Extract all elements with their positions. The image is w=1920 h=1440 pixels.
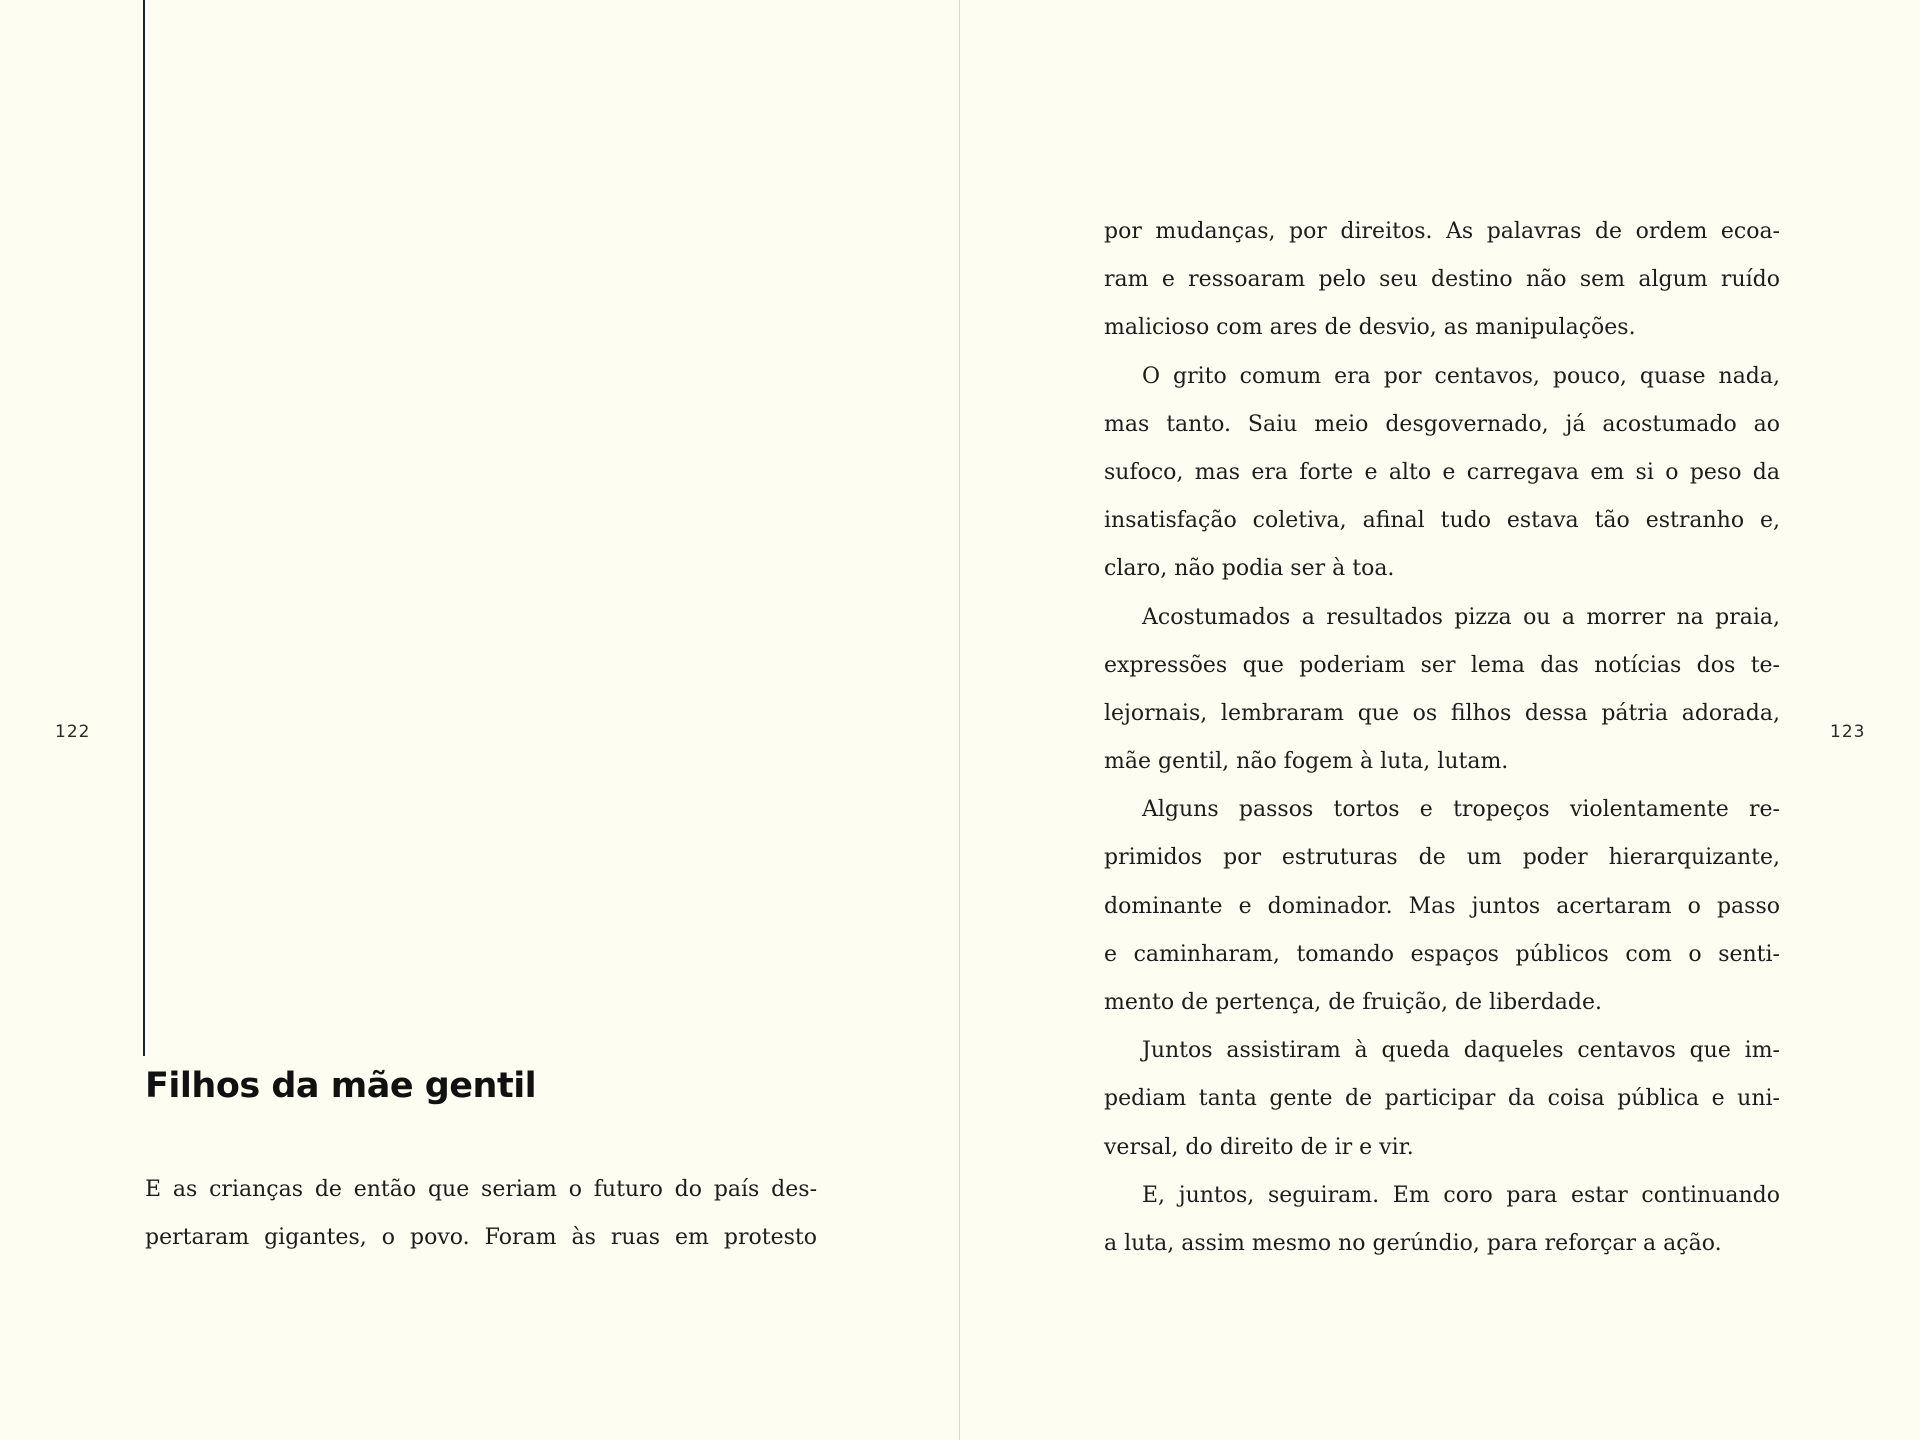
- text-line: sufoco, mas era forte e alto e carregava em si o peso da: [1104, 459, 1780, 485]
- text-line: lejornais, lembraram que os filhos dessa pátria adorada,: [1104, 700, 1780, 726]
- text-line: pertaram gigantes, o povo. Foram às ruas em protesto: [145, 1225, 817, 1250]
- text-line: pediam tanta gente de participar da coisa pública e uni-: [1104, 1086, 1780, 1112]
- text-line: mento de pertença, de fruição, de liberdade.: [1104, 990, 1603, 1015]
- text-line: por mudanças, por direitos. As palavras de ordem ecoa-: [1104, 219, 1780, 244]
- text-line: E as crianças de então que seriam o futuro do país des-: [145, 1177, 817, 1202]
- text-line: O grito comum era por centavos, pouco, quase nada,: [1142, 363, 1780, 389]
- right-body-text: [1104, 208, 1780, 1268]
- page-number-left: 122: [55, 722, 91, 742]
- text-line: ram e ressoaram pelo seu destino não sem algum ruído: [1104, 267, 1780, 293]
- text-line: claro, não podia ser à toa.: [1104, 556, 1395, 582]
- text-line: dominante e dominador. Mas juntos acertaram o passo: [1104, 893, 1780, 919]
- text-line: mãe gentil, não fogem à luta, lutam.: [1104, 749, 1509, 775]
- page-number-right: 123: [1830, 722, 1866, 742]
- text-line: primidos por estruturas de um poder hierarquizante,: [1104, 845, 1780, 871]
- text-line: E, juntos, seguiram. Em coro para estar continuando: [1142, 1182, 1780, 1208]
- text-line: a luta, assim mesmo no gerúndio, para reforçar a ação.: [1104, 1230, 1722, 1256]
- text-line: versal, do direito de ir e vir.: [1104, 1134, 1414, 1160]
- right-page: [960, 0, 1920, 1440]
- text-line: insatisfação coletiva, afinal tudo estava tão estranho e,: [1104, 508, 1780, 534]
- left-body-text: [145, 1166, 817, 1262]
- text-line: e caminharam, tomando espaços públicos com o senti-: [1104, 941, 1780, 967]
- text-line: Juntos assistiram à queda daqueles centavos que im-: [1142, 1038, 1780, 1064]
- text-line: Acostumados a resultados pizza ou a morrer na praia,: [1142, 604, 1780, 630]
- text-line: expressões que poderiam ser lema das notícias dos te-: [1104, 652, 1780, 678]
- chapter-title: Filhos da mãe gentil: [145, 1066, 537, 1106]
- vertical-rule: [143, 0, 145, 1056]
- text-line: malicioso com ares de desvio, as manipulações.: [1104, 315, 1636, 341]
- text-line: mas tanto. Saiu meio desgovernado, já acostumado ao: [1104, 411, 1780, 437]
- text-line: Alguns passos tortos e tropeços violentamente re-: [1142, 797, 1780, 823]
